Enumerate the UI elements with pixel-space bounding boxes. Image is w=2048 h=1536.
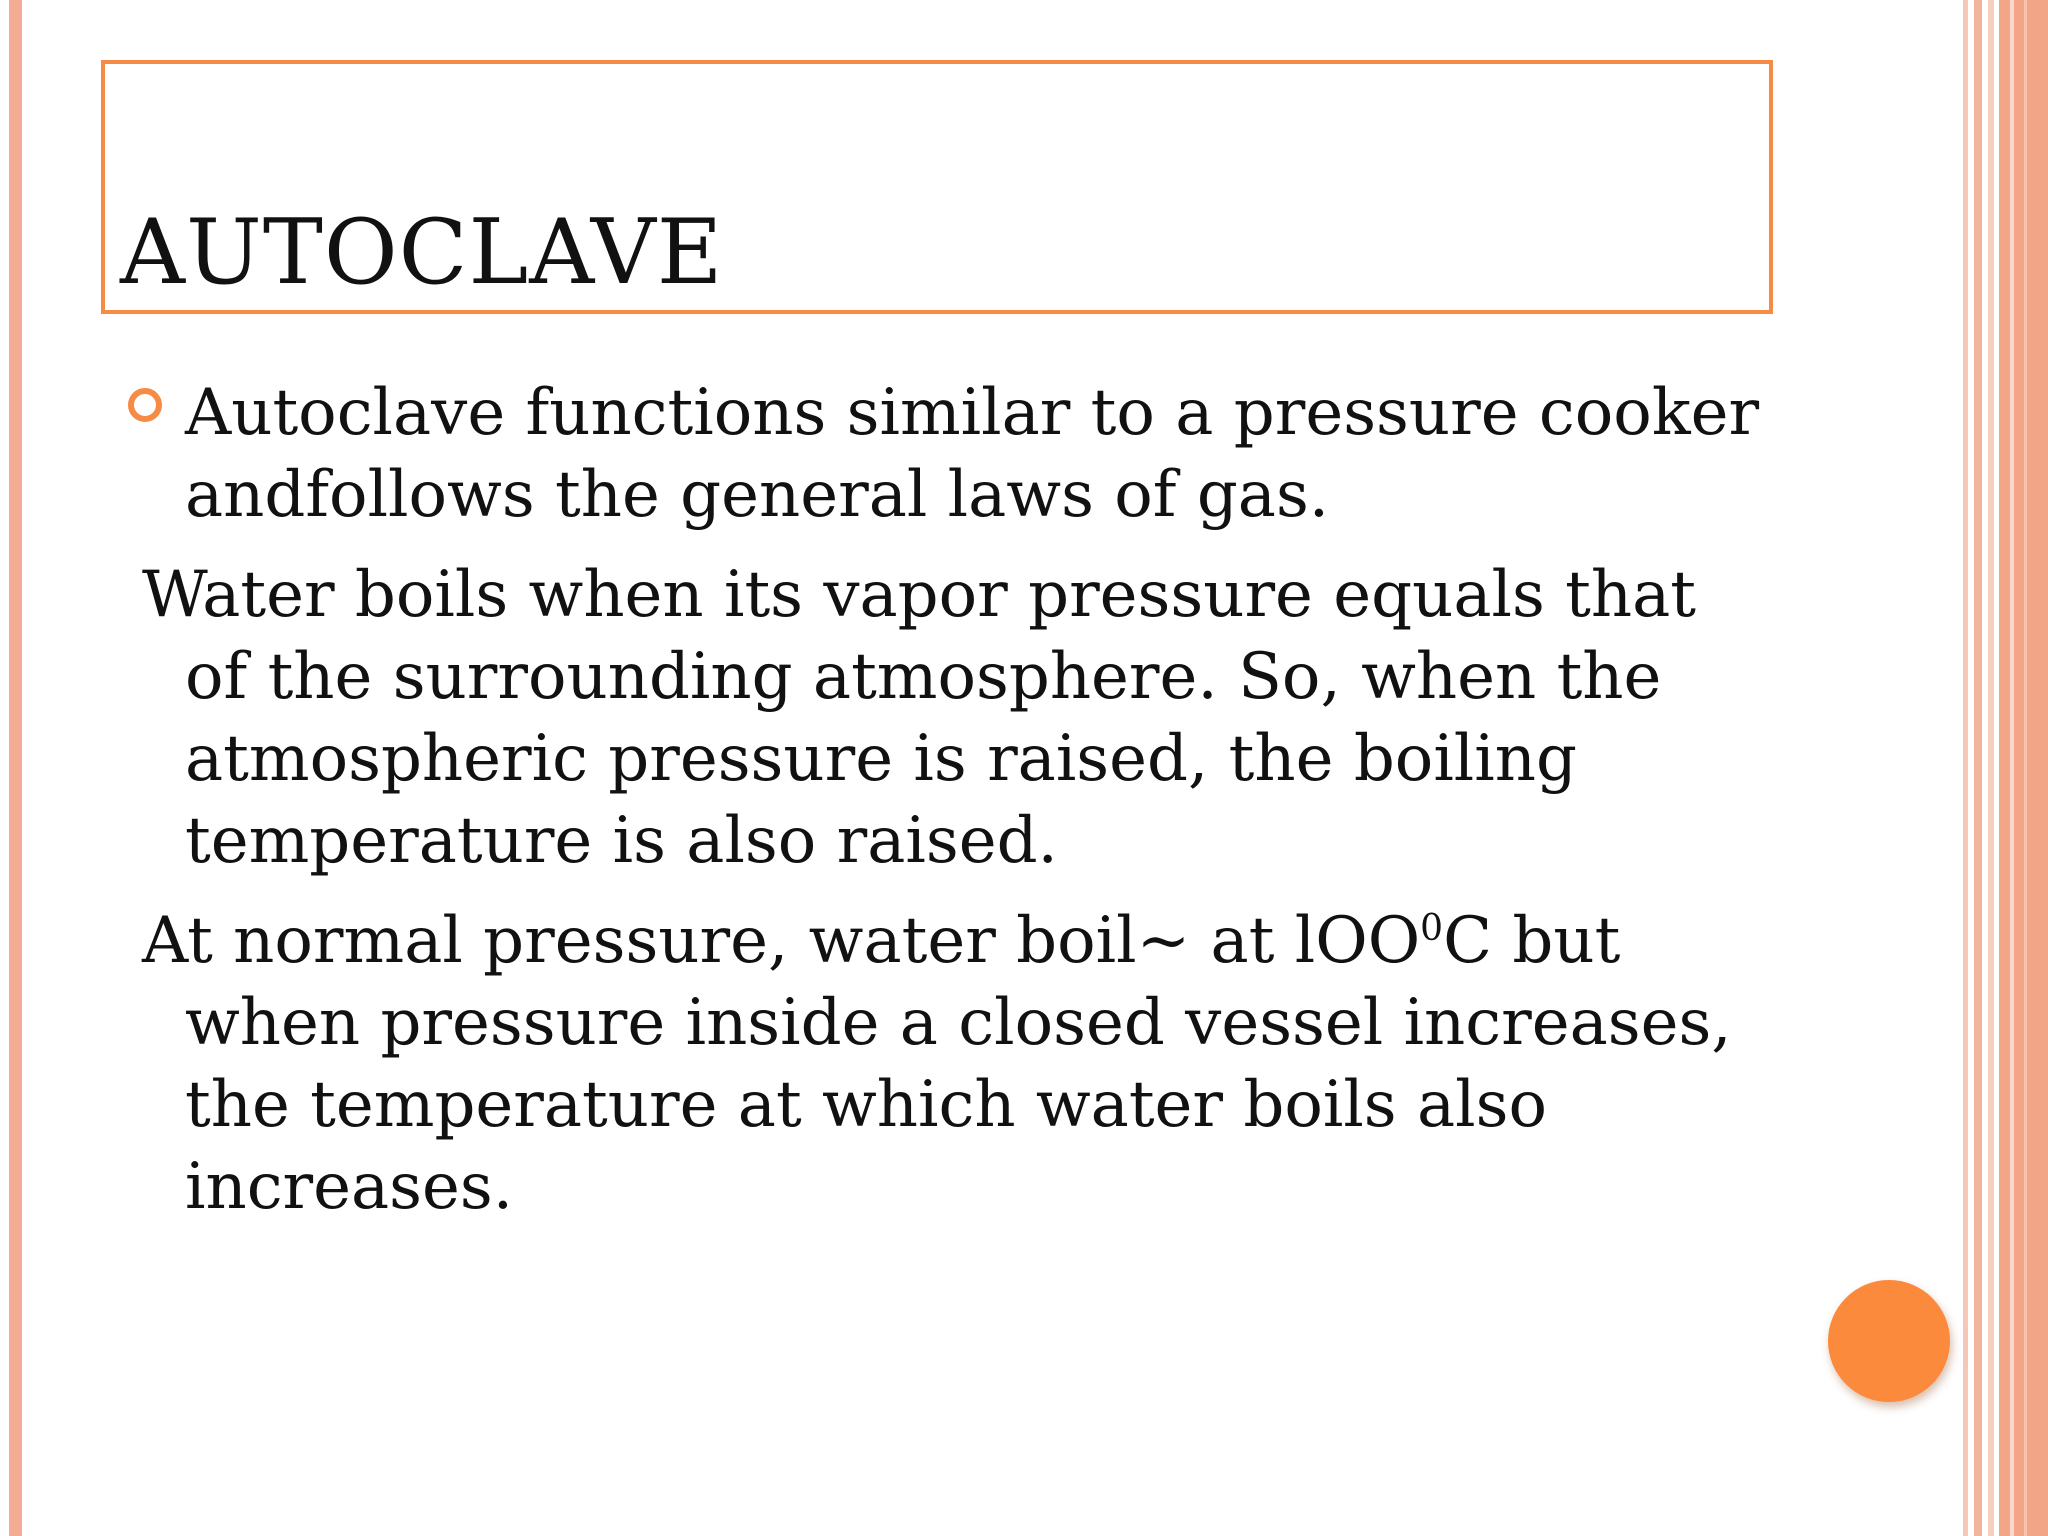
paragraph-text-before: At normal pressure, water boil~ at lOO	[142, 904, 1421, 978]
right-decorative-stripe	[1988, 0, 1994, 1536]
left-accent-stripe	[9, 0, 22, 1536]
degree-superscript: 0	[1420, 908, 1444, 949]
right-decorative-stripe	[1974, 0, 1982, 1536]
paragraph-text-after: C but when pressure inside a closed vessel increases, the temperature at which water boils also increases.	[185, 904, 1732, 1224]
orange-circle-decoration	[1828, 1280, 1950, 1402]
right-decorative-stripe	[1963, 0, 1968, 1536]
body-paragraph	[140, 900, 1760, 1228]
bullet-paragraph	[140, 372, 1760, 536]
right-decorative-stripe	[2024, 0, 2027, 1536]
body-paragraph	[140, 554, 1760, 882]
hollow-circle-bullet-icon	[128, 388, 162, 422]
slide-body	[140, 372, 1760, 1246]
paragraph-text: Autoclave functions similar to a pressure cooker andfollows the general laws of gas.	[185, 376, 1760, 532]
paragraph-text: Water boils when its vapor pressure equals that of the surrounding atmosphere. So, when the atmospheric pressure is raised, the boiling temperature is also raised.	[142, 558, 1696, 878]
right-decorative-stripe	[2010, 0, 2014, 1536]
slide-title: AUTOCLAVE	[120, 200, 724, 305]
